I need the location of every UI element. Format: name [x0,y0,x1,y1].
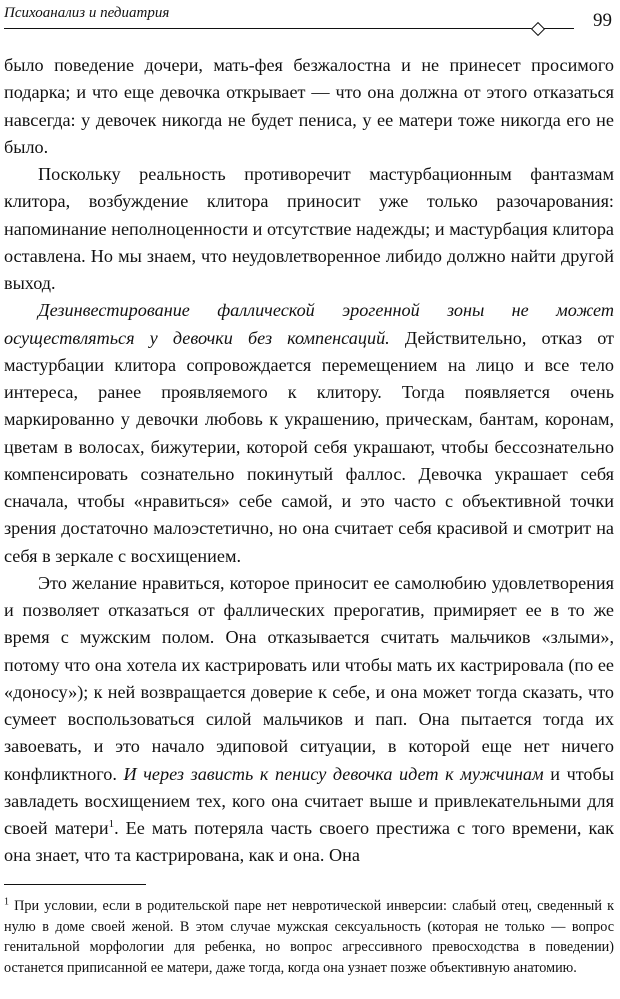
header-diamond-ornament [531,22,545,36]
paragraph-4 [4,570,614,870]
footnote-rule [4,884,146,885]
paragraph-3-italic-lead: Дезинвестирование фаллической эрогенной зоны не может осуществляться у девочки без компенсаций. [4,300,614,348]
footnote-marker: 1 [4,896,9,908]
footnote-text: При условии, если в родительской паре нет невротической инверсии: слабый отец, сведенный к нулю в доме своей женой. В этом случае мужская сексуальность (которая не только — вопрос генитальной морфологии для ребенка, но вопрос агрессивного превосходства в поведении) останется приписанной ее матери, даже тогда, когда она узнает позже объективную анатомию. [4,898,614,976]
footnote [4,896,614,978]
main-text [4,52,614,870]
running-title: Психоанализ и педиатрия [4,5,170,21]
footnote-paragraph [4,896,614,978]
paragraph-4-text-before: Это желание нравиться, которое приносит ее самолюбию удовлетворения и позволяет отказаться от фаллических прерогатив, примиряет ее в то же время с мужским полом. Она отказывается считать мальчиков «злыми», потому что она хотела их кастрировать или чтобы мать их кастрировала (по ее «доносу»); к ней возвращается доверие к себе, и она может тогда сказать, что сумеет воспользоваться силой мальчиков и пап. Она пытается тогда их завоевать, и это начало эдиповой ситуации, в которой еще нет ничего конфликтного. [4,572,614,784]
paragraph-2: Поскольку реальность противоречит мастурбационным фантазмам клитора, возбуждение клитора приносит уже только разочарования: напоминание неполноценности и отсутствие надежды; и мастурбация клитора оставлена. Но мы знаем, что неудовлетворенное либидо должно найти другой выход. [4,164,614,293]
paragraph-4-text-end: . Ее мать потеряла часть своего престижа с того времени, как она знает, что та кастрирована, как и она. Она [4,818,614,866]
paragraph-4-italic: И через зависть к пенису девочка идет к мужчинам [123,763,544,784]
footnote-reference: 1 [108,817,115,830]
paragraph-3 [4,297,614,570]
header-rule-tail [544,28,574,29]
paragraph-4-text-after: и чтобы завладеть восхищением тех, кого она считает выше и привлекательными для своей матери [4,763,614,838]
page-number: 99 [593,10,612,31]
paragraph-1: было поведение дочери, мать-фея безжалостна и не принесет просимого подарка; и что еще девочка открывает — что она должна от этого отказаться навсегда: у девочек никогда не будет пениса, у ее матери тоже никогда его не было. [4,55,614,157]
header-rule [4,28,532,29]
paragraph-3-text: Действительно, отказ от мастурбации клитора сопровождается перемещением на лицо и все тело интереса, ранее проявляемого к клитору. Тогда появляется очень маркированно у девочки любовь к украшению, прическам, бантам, коронам, цветам в волосах, бижутерии, которой себя украшают, чтобы бессознательно компенсировать сознательно покинутый фаллос. Девочка украшает себя сначала, чтобы «нравиться» себе самой, и это часто с объективной точки зрения достаточно малоэстетично, но она считает себя красивой и смотрит на себя в зеркале с восхищением. [4,327,614,566]
